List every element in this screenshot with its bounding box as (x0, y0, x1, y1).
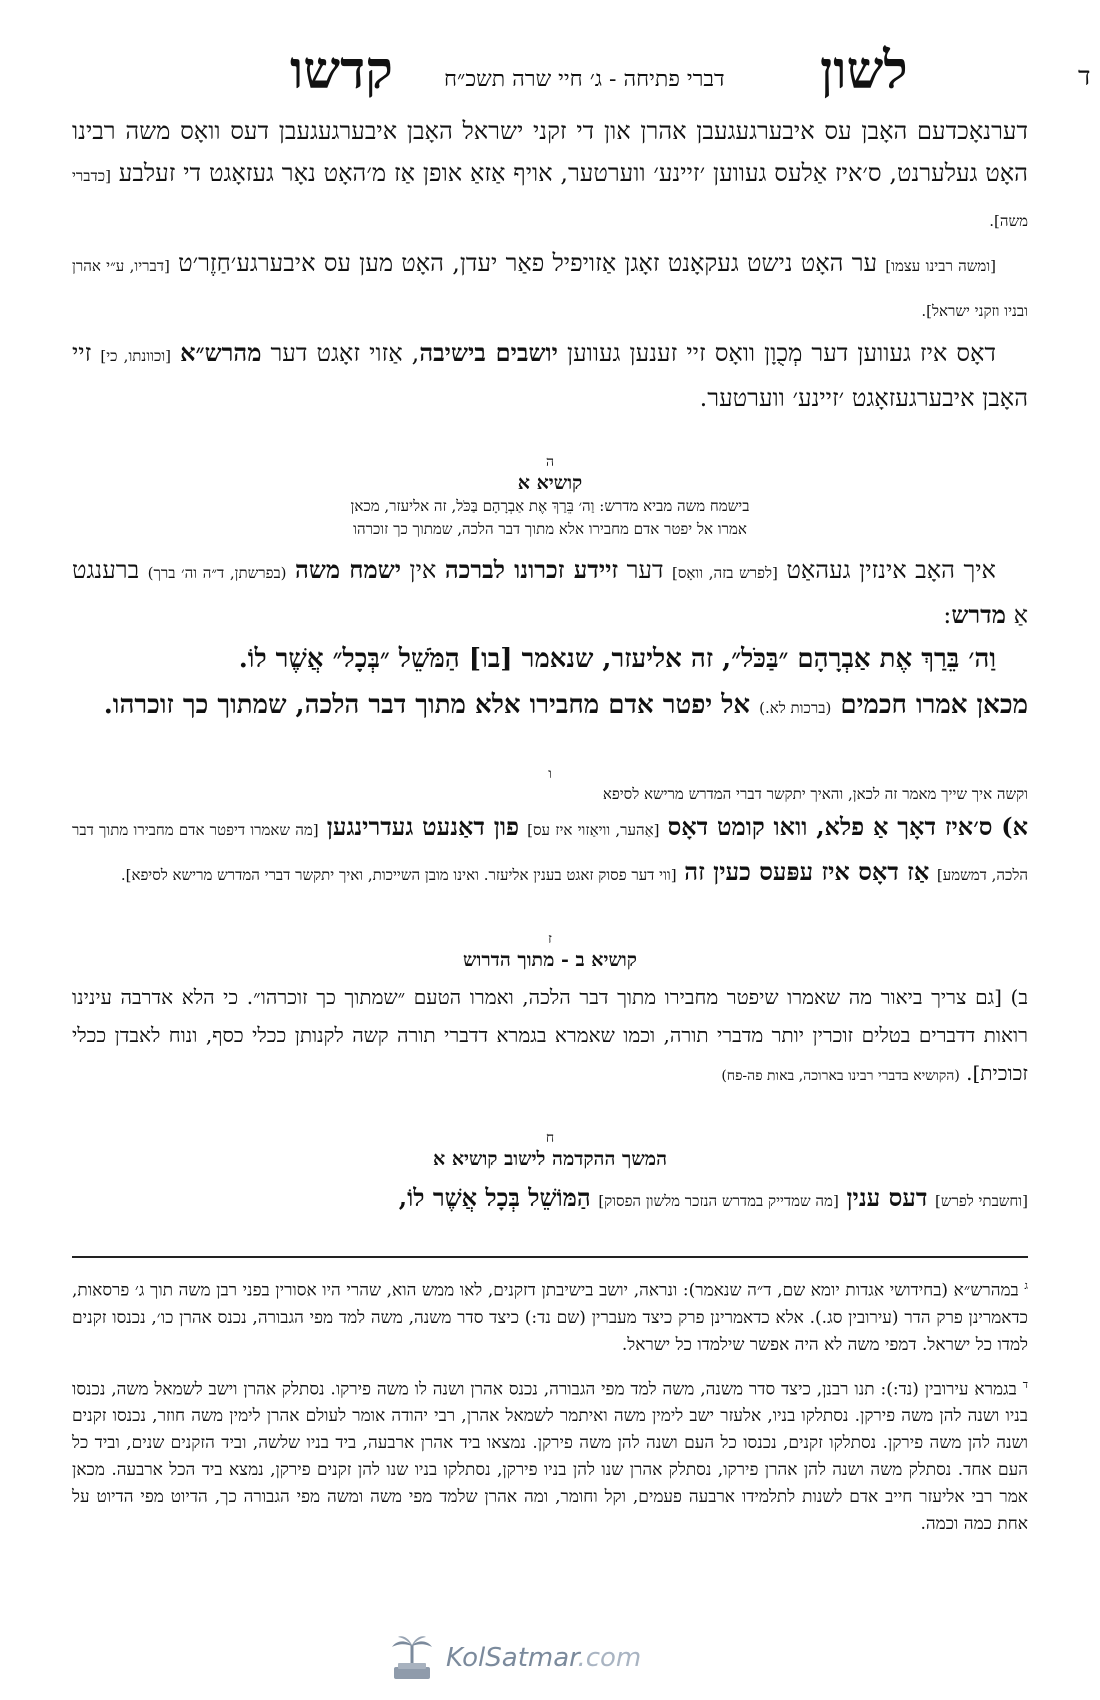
bracket-note: [ווי דער פסוק זאגט בענין אליעזר. ואינו מובן השייכות, ואיך יתקשר דברי המדרש מרישא לסיפא]. (120, 866, 677, 884)
bracket-note: [וחשבתי לפרש] (935, 1192, 1028, 1210)
palm-book-icon (388, 1633, 436, 1683)
quote-text: אל יפטר אדם מחבירו אלא מתוך דבר הלכה, שמתוך כך זוכרהו. (103, 690, 751, 720)
logo-text (446, 1643, 641, 1673)
section-summary-vav: וקשה איך שייך מאמר זה לכאן, והאיך יתקשר דברי המדרש מרישא לסיפא (602, 785, 1028, 803)
section-title-zayin: קושיא ב - מתוך הדרוש (463, 949, 637, 971)
running-title-right: לשון (820, 40, 908, 101)
bracket-note: [אַהער, וויאַזוי איז עס] (527, 821, 660, 839)
section-title-he: קושיא א (517, 472, 583, 494)
intro-text: דאָס איז געווען דער מְכֻוָן וואָס זיי זענען געווען (566, 339, 996, 367)
bold-phrase: הַמּוֹשֵׁל בְּכָל אֲשֶׁר לוֹ, (398, 1183, 591, 1212)
footnote-divider (72, 1256, 1028, 1258)
body-text: : (943, 601, 952, 629)
footnote-marker: ד (1022, 1377, 1029, 1391)
bracket-note: [כדברי משה]. (72, 167, 1028, 230)
source-name: מהרש״א (180, 338, 262, 367)
footnote-1 (72, 1272, 1028, 1359)
bracket-note: [מה שמדייק במדרש הנזכר מלשון הפסוק] (598, 1192, 839, 1210)
logo-name: KolSatmar (446, 1643, 578, 1673)
bold-phrase: ישמח משה (295, 555, 402, 584)
section-summary-line-2: אמרו אל יפטר אדם מחבירו אלא מתוך דבר הלכה, שמתוך כך זוכרהו (353, 520, 747, 538)
intro-paragraph-2 (72, 242, 1028, 332)
bold-phrase: דעס ענין (846, 1183, 928, 1212)
kolsatmar-logo (388, 1632, 641, 1684)
page-number: ד (1078, 62, 1091, 92)
footnote-2 (72, 1371, 1028, 1539)
midrash-quote-1 (72, 636, 1028, 682)
intro-text: זיי האָבן איבערגעזאָגט ׳זיינע׳ ווערטער. (72, 339, 1028, 412)
section-he-paragraph (72, 549, 1028, 636)
intro-text: , אַזוי זאָגט דער (270, 339, 420, 367)
page-header (72, 0, 1091, 110)
intro-text: דערנאָכדעם האָבן עס איבערגעגעבן אהרן און די זקני ישראל האָבן איבערגעגעבן דעס וואָס משה רבינו האָט געלערנט, ס׳איז אַלעס געווען ׳זיינע׳ ווערטער, אויף אַזאַ אופן אַז מ׳האָט נאָר געזאָגט די זעלבע (72, 117, 1028, 187)
bold-phrase: א) ס׳איז דאָך אַ פלא, וואו קומט דאָס (667, 812, 1028, 841)
footnote-text: בגמרא עירובין (נד:): תנו רבנן, כיצד סדר משנה, משה למד מפי הגבורה, נכנס אהרן ושנה לו משה פירקו. נסתלק אהרן וישב לשמאל משה, נכנסו בניו ושנה להן משה פירקן. נסתלקו בניו, אלעזר ישב לימין משה ואיתמר לשמאל אהרן, רבי יהודה אומר לעולם אהרן לימין משה חוזר, נכנסו זקנים ושנה להן משה פירקן. נסתלקו זקנים, נכנסו כל העם ושנה להן משה פירקן. נמצאו ביד אהרן ארבעה, ביד בניו שלשה, וביד הזקנים שנים, וביד כל העם אחד. נסתלק משה ושנה להן אהרן פירקו, נסתלק אהרן שנו להן בניו פירקן, נסתלקו בניו שנו להן זקנים פירקן, נמצא ביד הכל ארבעה. מכאן אמר רבי אליעזר חייב אדם לשנות לתלמידו ארבעה פעמים, וקל וחומר, ומה אהרן שלמד מפי משה ומשה מפי הגבורה כך, הדיוט מפי הדיוט על אחת כמה וכמה. (72, 1379, 1028, 1535)
bracket-note: [וכוונתו, כי] (100, 347, 172, 365)
footnote-marker: ג (1024, 1279, 1029, 1292)
quote-text: וַה׳ בֵּרַךְ אֶת אַבְרָהָם ״בַּכֹּל״, זה אליעזר, שנאמר [בו] הַמֹּשֵׁל ״בְּכָל״ אֲשֶׁר לוֹ. (238, 644, 996, 674)
intro-paragraph-3 (72, 332, 1028, 419)
section-number-he: ה (545, 454, 555, 470)
body-text: ברענגט אַ (72, 556, 1028, 629)
body-text: ב) [גם צריך ביאור מה שאמרו שיפטר מחבירו מתוך דבר הלכה, ואמרו הטעם ״שמתוך כך זוכרהו״. כי הלא אדרבה עינינו רואות דדברים בטלים זוכרין יותר מדברי תורה, וכמו שאמרא בגמרא דדברי תורה קשה לקנותן ככלי כסף, ונוח לאבדן ככלי זכוכית]. (72, 985, 1028, 1085)
section-zayin-paragraph (72, 978, 1028, 1095)
bracket-note: [ומשה רבינו עצמו] (885, 257, 997, 275)
body-text: איך האָב אינזין געהאַט (786, 556, 996, 584)
intro-text: ער האָט נישט געקאָנט זאָגן אַזויפיל פאַר יעדן, האָט מען עס איבערגע׳חַזֶר׳ט (178, 249, 878, 277)
bracket-note: (הקושיא בדברי רבינו בארוכה, באות פה-פח) (721, 1068, 960, 1084)
section-summary-line-1: בישמח משה מביא מדרש: וַה׳ בֵּרַךְ אֶת אַבְרָהָם בַּכֹּל, זה אליעזר, מכאן (350, 497, 750, 515)
running-title-left: קדשו (290, 40, 393, 101)
quote-text: מכאן אמרו חכמים (840, 690, 1028, 720)
body-text: דער (626, 556, 664, 584)
section-number-vav: ו (548, 766, 552, 782)
bracket-note: [לפרש בזה, וואָס] (672, 564, 778, 582)
running-subtitle: דברי פתיחה - ג׳ חיי שרה תשכ״ח (444, 67, 725, 92)
section-number-zayin: ז (548, 931, 552, 947)
bracket-note: [דבריו, ע״י אהרן ובניו וזקני ישראל]. (72, 257, 1028, 320)
bold-phrase: אַז דאָס איז עפּעס כעין זה (684, 857, 930, 886)
section-number-chet: ח (545, 1130, 555, 1146)
body-text: אין (409, 556, 437, 584)
bracket-note: (ברכות לא.) (759, 699, 832, 717)
section-title-chet: המשך ההקדמה לישוב קושיא א (433, 1148, 667, 1170)
bold-phrase: מדרש (951, 600, 1006, 629)
bracket-note: [מה שאמרו דיפטר אדם מחבירו מתוך דבר הלכה, דמשמע] (72, 821, 1028, 884)
section-vav-paragraph (72, 806, 1028, 896)
logo-tld: .com (577, 1643, 642, 1673)
bracket-note: (בפרשתן, ד״ה וה׳ ברך) (147, 564, 287, 582)
section-chet-paragraph (72, 1177, 1028, 1222)
bold-phrase: פון דאַנעט געדרינגען (326, 812, 520, 841)
bold-phrase: זיידע זכרונו לברכה (444, 555, 619, 584)
intro-paragraph-1 (72, 110, 1028, 242)
bold-phrase: יושבים בישיבה (419, 338, 558, 367)
footnote-text: במהרש״א (בחידושי אגדות יומא שם, ד״ה שנאמר): ונראה, יושב בישיבתן דזקנים, לאו ממש הוא, שהרי היו אסורין בפני רבן משה תוך ג׳ פרסאות, כדאמרינן פרק הדר (עירובין סג.). אלא כדאמרינן פרק כיצד מעברין (שם נד:) כיצד סדר משנה, משה למד מפי הגבורה, נכנס אהרן כו׳, נכנסו זקנים למדו כל ישראל. דמפי משה לא היה אפשר שילמדו כל ישראל. (72, 1280, 1028, 1355)
midrash-quote-2 (72, 682, 1028, 731)
